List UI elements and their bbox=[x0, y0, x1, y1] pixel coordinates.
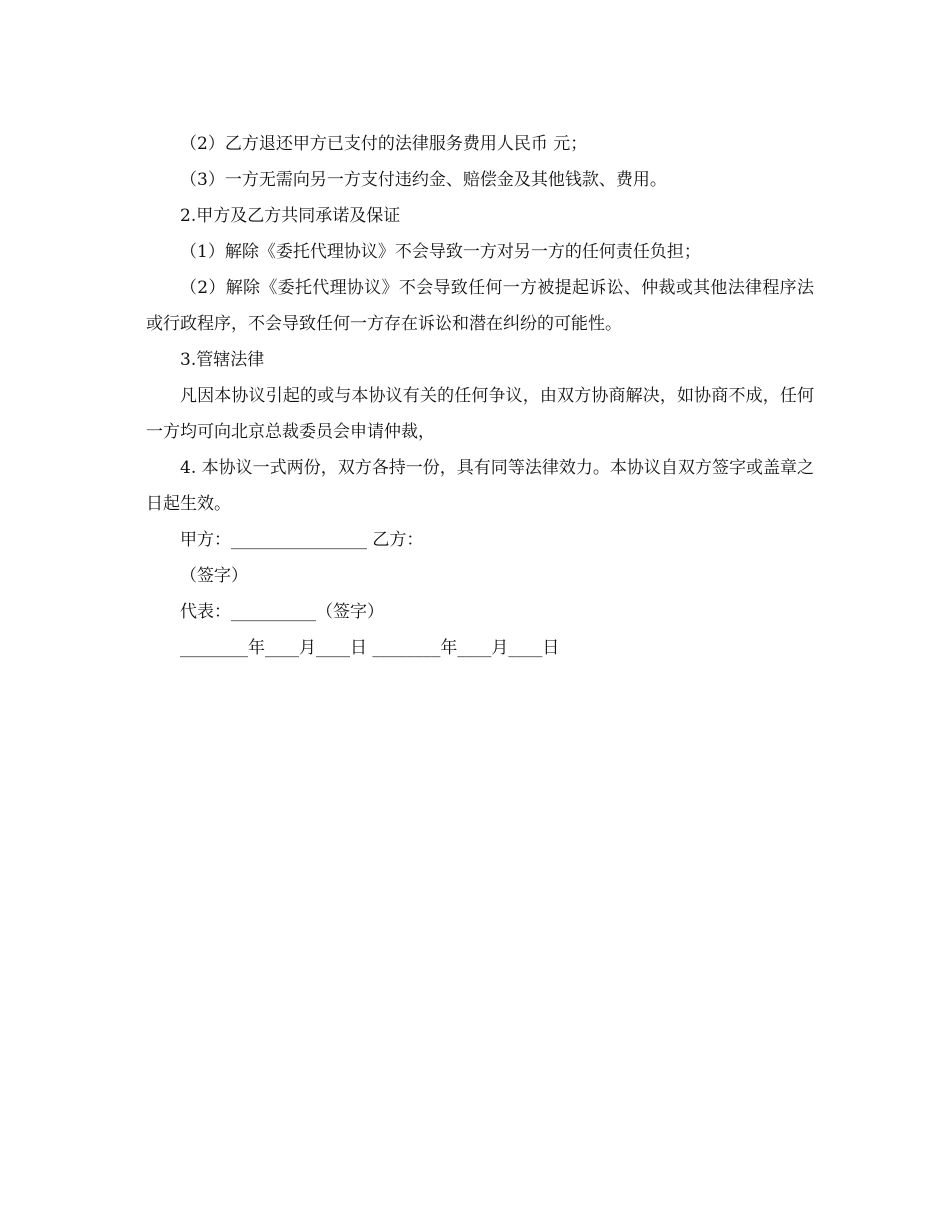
section-heading-2: 2.甲方及乙方共同承诺及保证 bbox=[180, 206, 401, 226]
jurisdiction-clause: 凡因本协议引起的或与本协议有关的任何争议，由双方协商解决，如协商不成，任何一方均可向北京总裁委员会申请仲裁， bbox=[146, 386, 814, 442]
representative-line: 代表：__________（签字） bbox=[180, 602, 384, 622]
date-line: ________年____月____日 ________年____月____日 bbox=[180, 638, 560, 658]
signature-note: （签字） bbox=[180, 566, 248, 586]
document-body bbox=[146, 126, 814, 666]
copies-clause: 4. 本协议一式两份，双方各持一份，具有同等法律效力。本协议自双方签字或盖章之日起生效。 bbox=[146, 458, 814, 514]
warranty-clause-1: （1）解除《委托代理协议》不会导致一方对另一方的任何责任负担； bbox=[180, 242, 701, 262]
no-payment-clause: （3）一方无需向另一方支付违约金、赔偿金及其他钱款、费用。 bbox=[180, 170, 667, 190]
refund-clause: （2）乙方退还甲方已支付的法律服务费用人民币 元； bbox=[180, 134, 588, 154]
party-signature-line: 甲方：________________ 乙方： bbox=[180, 530, 424, 550]
warranty-clause-2: （2）解除《委托代理协议》不会导致任何一方被提起诉讼、仲裁或其他法律程序法或行政程序，不会导致任何一方存在诉讼和潜在纠纷的可能性。 bbox=[146, 278, 814, 334]
section-heading-3: 3.管辖法律 bbox=[180, 350, 265, 370]
